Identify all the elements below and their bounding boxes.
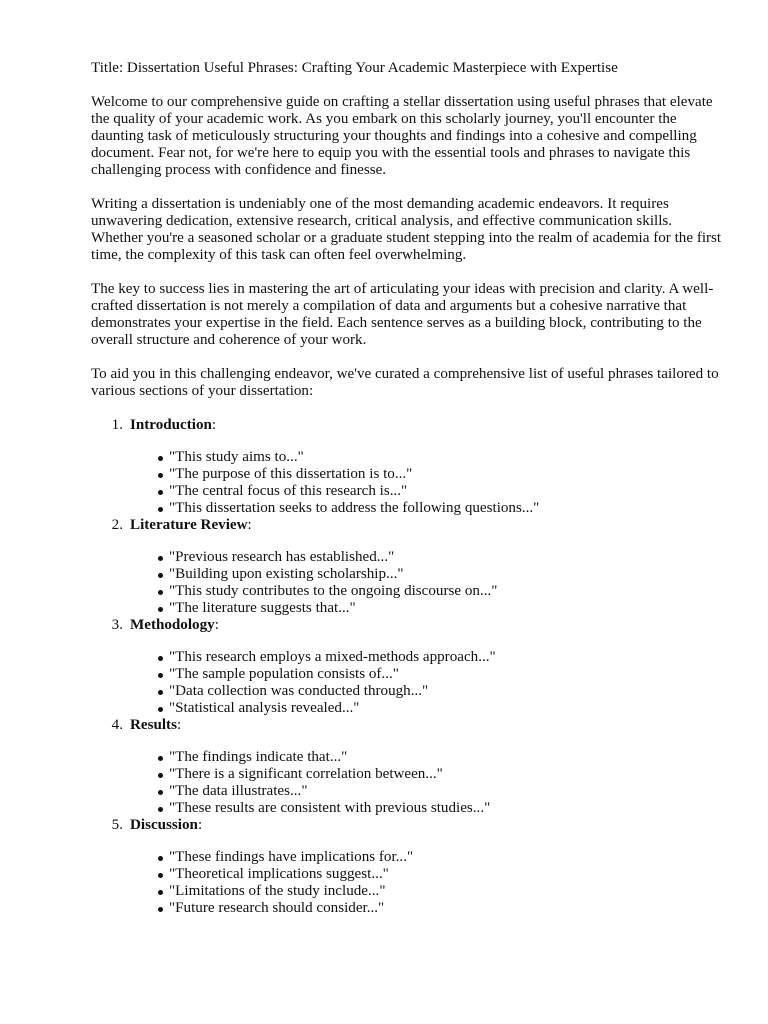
bullet-icon [158,907,163,912]
phrase-text: "There is a significant correlation between..." [169,766,443,782]
phrase-item [91,666,724,683]
phrase-item [91,649,724,666]
phrase-item [91,583,724,600]
bullet-icon [158,473,163,478]
bullet-icon [158,456,163,461]
phrase-item [91,700,724,717]
phrase-item [91,866,724,883]
phrase-text: "This dissertation seeks to address the following questions..." [169,500,540,516]
section-heading [91,817,724,834]
phrase-item [91,883,724,900]
phrase-text: "These findings have implications for..." [169,849,414,865]
bullet-icon [158,756,163,761]
bullet-icon [158,656,163,661]
phrase-text: "The sample population consists of..." [169,666,399,682]
bullet-icon [158,556,163,561]
section-heading [91,617,724,634]
phrase-item [91,466,724,483]
section-results [91,717,724,817]
phrase-text: "This research employs a mixed-methods approach..." [169,649,496,665]
phrase-item [91,600,724,617]
bullet-icon [158,507,163,512]
phrase-item [91,566,724,583]
bullet-icon [158,707,163,712]
section-title: Results [130,717,177,733]
section-heading [91,417,724,434]
phrase-item [91,800,724,817]
phrase-item [91,749,724,766]
section-heading [91,517,724,534]
bullet-icon [158,890,163,895]
phrase-text: "Statistical analysis revealed..." [169,700,360,716]
phrase-text: "The findings indicate that..." [169,749,348,765]
phrase-text: "Previous research has established..." [169,549,395,565]
bullet-icon [158,790,163,795]
section-number: 4. [111,717,123,733]
bullet-icon [158,673,163,678]
bullet-icon [158,773,163,778]
section-number: 3. [111,617,123,633]
bullet-icon [158,590,163,595]
list-intro-paragraph: To aid you in this challenging endeavor, we've curated a comprehensive list of useful phrases tailored to various sections of your dissertation: [91,366,719,399]
phrase-item [91,783,724,800]
phrase-text: "This study contributes to the ongoing discourse on..." [169,583,498,599]
section-heading [91,717,724,734]
bullet-icon [158,690,163,695]
document-title: Title: Dissertation Useful Phrases: Crafting Your Academic Masterpiece with Expertise [91,60,618,76]
phrase-item [91,549,724,566]
phrase-text: "Building upon existing scholarship..." [169,566,404,582]
phrase-list [91,534,724,617]
phrase-text: "The purpose of this dissertation is to..." [169,466,413,482]
phrase-text: "Data collection was conducted through..." [169,683,429,699]
section-title: Discussion [130,817,198,833]
phrase-text: "The literature suggests that..." [169,600,356,616]
section-discussion [91,817,724,917]
section-colon: : [197,817,203,833]
bullet-icon [158,856,163,861]
phrase-list [91,834,724,917]
phrase-item [91,500,724,517]
bullet-icon [158,607,163,612]
phrase-text: "Future research should consider..." [169,900,385,916]
phrase-text: "Theoretical implications suggest..." [169,866,389,882]
sections-list [91,417,724,917]
bullet-icon [158,807,163,812]
section-colon: : [214,617,219,633]
phrase-text: "The data illustrates..." [169,783,308,799]
intro-paragraph: Welcome to our comprehensive guide on crafting a stellar dissertation using useful phrases that elevate the quality of your academic work. As you embark on this scholarly journey, you'll encounter the daunting task of meticulously structuring your thoughts and findings into a cohesive and compelling document. Fear not, for we're here to equip you with the essential tools and phrases to navigate this challenging process with confidence and finesse. [91,94,713,178]
section-colon: : [247,517,252,533]
section-number: 2. [111,517,123,533]
phrase-list [91,634,724,717]
section-number: 1. [111,417,123,433]
section-methodology [91,617,724,717]
phrase-item [91,766,724,783]
phrase-text: "Limitations of the study include..." [169,883,386,899]
section-title: Introduction [130,417,212,433]
phrase-text: "This study aims to..." [169,449,304,465]
phrase-item [91,683,724,700]
phrase-text: "The central focus of this research is..." [169,483,408,499]
phrase-list [91,734,724,817]
phrase-text: "These results are consistent with previous studies..." [169,800,491,816]
bullet-icon [158,873,163,878]
phrase-item [91,849,724,866]
section-introduction [91,417,724,517]
challenge-paragraph: Writing a dissertation is undeniably one of the most demanding academic endeavors. It requires unwavering dedication, extensive research, critical analysis, and effective communication skills. Whether you're a seasoned scholar or a graduate student stepping into the realm of academia for the first time, the complexity of this task can often feel overwhelming. [91,196,722,263]
section-colon: : [211,417,217,433]
bullet-icon [158,490,163,495]
section-title: Literature Review [130,517,248,533]
bullet-icon [158,573,163,578]
section-title: Methodology [130,617,215,633]
section-colon: : [176,717,182,733]
key-paragraph: The key to success lies in mastering the art of articulating your ideas with precision and clarity. A well-crafted dissertation is not merely a compilation of data and arguments but a cohesive narrative that demonstrates your expertise in the field. Each sentence serves as a building block, contributing to the overall structure and coherence of your work. [91,281,714,348]
section-number: 5. [111,817,123,833]
phrase-item [91,483,724,500]
phrase-list [91,434,724,517]
phrase-item [91,449,724,466]
section-literature-review [91,517,724,617]
phrase-item [91,900,724,917]
